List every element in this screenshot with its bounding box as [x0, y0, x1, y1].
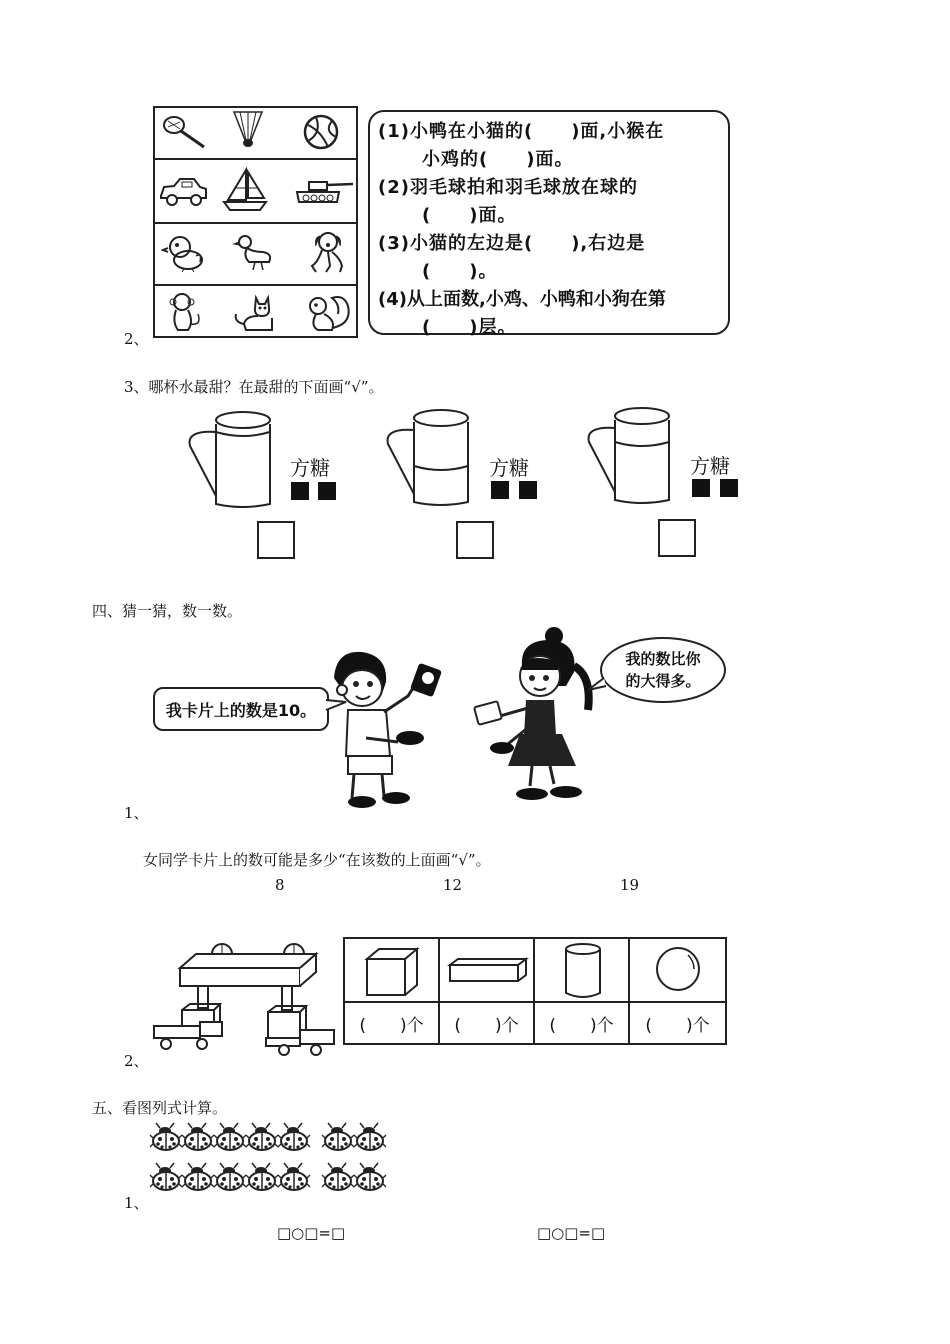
ladybug-icon: [278, 1162, 310, 1192]
cup-icon: [585, 402, 675, 506]
sugar-cube: [519, 481, 537, 499]
sugar-cube: [318, 482, 336, 500]
ladybug-icon: [214, 1122, 246, 1152]
s5-q1-label: 1、: [124, 1194, 149, 1212]
question-line: (1)小鸭在小猫的( )面,小猴在: [378, 121, 665, 142]
shape-count-table: [343, 937, 727, 1045]
ladybug-icon: [182, 1122, 214, 1152]
choice-number[interactable]: 8: [275, 876, 285, 894]
sphere-cell: [630, 939, 725, 1003]
count-blank[interactable]: ( )个: [645, 1015, 710, 1036]
chick-icon: [164, 234, 206, 272]
car-icon: [158, 176, 208, 208]
sugar-cube: [291, 482, 309, 500]
cat-icon: [232, 294, 280, 332]
cup-icon: [384, 404, 474, 508]
s4-q1-prompt: 女同学卡片上的数可能是多少“在该数的上面画“√”。: [143, 851, 491, 869]
sailboat-icon: [222, 168, 268, 214]
ladybug-icon: [322, 1122, 354, 1152]
cube-cell: [345, 939, 440, 1003]
answer-box[interactable]: [456, 521, 494, 559]
girl-speech-line: 的大得多。: [625, 672, 701, 690]
monkey-icon: [166, 292, 204, 334]
ladybug-icon: [246, 1162, 278, 1192]
cylinder-cell: [535, 939, 630, 1003]
girl-speech-line: 我的数比你: [625, 650, 701, 668]
question-line: ( )。: [422, 261, 498, 282]
count-blank[interactable]: ( )个: [535, 1003, 630, 1043]
sugar-cube: [491, 481, 509, 499]
girl-speech-bubble: [600, 637, 726, 703]
ladybug-icon: [322, 1162, 354, 1192]
ladybug-icon: [354, 1162, 386, 1192]
boy-illustration: [326, 648, 450, 812]
cuboid-icon: [448, 957, 528, 985]
badminton-racket-icon: [160, 112, 210, 152]
s4-q1-label: 1、: [124, 804, 149, 822]
dog-icon: [306, 230, 348, 274]
cube-icon: [363, 945, 423, 997]
question-line: ( )层。: [422, 317, 517, 338]
choice-number[interactable]: 19: [620, 876, 640, 894]
squirrel-icon: [304, 292, 354, 334]
girl-illustration: [470, 626, 602, 806]
q3-prompt: 3、哪杯水最甜？在最甜的下面画“√”。: [124, 378, 384, 396]
answer-box[interactable]: [658, 519, 696, 557]
sugar-label: 方糖: [290, 456, 330, 480]
q2-label: 2、: [124, 330, 149, 348]
question-line: (2)羽毛球拍和羽毛球放在球的: [378, 177, 638, 198]
ladybug-icon: [150, 1162, 182, 1192]
sugar-cube: [692, 479, 710, 497]
s4-q2-label: 2、: [124, 1052, 149, 1070]
ladybug-icon: [246, 1122, 278, 1152]
boy-speech-bubble: [153, 687, 329, 731]
section-5-title: 五、看图列式计算。: [92, 1099, 228, 1117]
sphere-icon: [654, 945, 702, 993]
count-blank[interactable]: ( )个: [440, 1003, 535, 1043]
ladybug-icon: [214, 1162, 246, 1192]
question-panel: [368, 110, 730, 338]
tank-icon: [293, 180, 355, 206]
volleyball-icon: [302, 113, 340, 151]
ladybug-icon: [354, 1122, 386, 1152]
question-line: 小鸡的( )面。: [422, 149, 574, 170]
ladybug-group: [146, 1120, 396, 1200]
bubble-tail: [588, 678, 608, 692]
cuboid-cell: [440, 939, 535, 1003]
duck-icon: [233, 234, 275, 272]
question-line: ( )面。: [422, 205, 517, 226]
cylinder-icon: [563, 941, 603, 1001]
cup-icon: [186, 406, 276, 510]
ladybug-icon: [182, 1162, 214, 1192]
ladybug-icon: [278, 1122, 310, 1152]
equation-blank[interactable]: □○□=□: [537, 1224, 606, 1242]
sugar-cube: [720, 479, 738, 497]
count-blank[interactable]: ( )个: [345, 1003, 440, 1043]
choice-number[interactable]: 12: [443, 876, 463, 894]
section-4-title: 四、猜一猜，数一数。: [92, 602, 243, 620]
boy-speech-text: 我卡片上的数是10。: [165, 700, 317, 720]
equation-blank[interactable]: □○□=□: [277, 1224, 346, 1242]
sugar-label: 方糖: [690, 454, 730, 478]
ladybug-icon: [150, 1122, 182, 1152]
shuttlecock-icon: [232, 110, 264, 150]
block-cart-illustration: [150, 940, 340, 1056]
sugar-label: 方糖: [489, 456, 529, 480]
question-line: (4)从上面数,小鸡、小鸭和小狗在第: [378, 289, 666, 310]
question-line: (3)小猫的左边是( ),右边是: [378, 233, 646, 254]
answer-box[interactable]: [257, 521, 295, 559]
